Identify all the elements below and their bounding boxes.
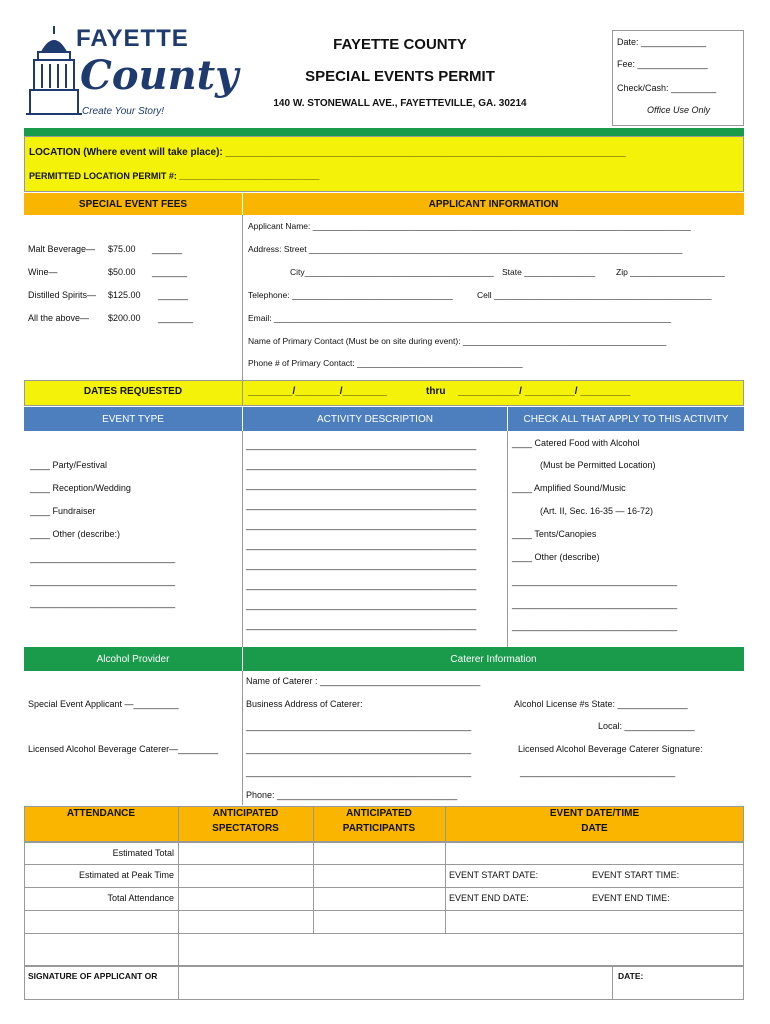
- applicant-header-label: APPLICANT INFORMATION: [428, 199, 559, 210]
- signature-date-field[interactable]: DATE:: [618, 971, 644, 981]
- fayette-county-logo: [24, 22, 239, 122]
- license-local-field[interactable]: Local: ______________: [598, 721, 695, 731]
- fee-all-label: All the above—: [28, 313, 90, 323]
- caterer-signature-field[interactable]: _______________________________: [520, 767, 676, 777]
- office-use-note: Office Use Only: [647, 105, 711, 115]
- check-catered-note: (Must be Permitted Location): [540, 460, 656, 470]
- caterer-address-line-1[interactable]: _____________________________________________: [246, 721, 472, 731]
- check-catered-food[interactable]: ____ Catered Food with Alcohol: [512, 438, 640, 448]
- fee-wine-price: $50.00: [108, 267, 136, 277]
- logo-fayette-text: FAYETTE: [76, 25, 189, 52]
- caterer-address-label: Business Address of Caterer:: [246, 699, 363, 709]
- check-other[interactable]: ____ Other (describe): [512, 552, 600, 562]
- activity-line-8[interactable]: ______________________________________________: [246, 580, 477, 590]
- alcohol-provider-header-label: Alcohol Provider: [96, 654, 170, 665]
- activity-line-1[interactable]: ______________________________________________: [246, 440, 477, 450]
- office-use-box: [612, 30, 744, 126]
- address-state-field[interactable]: State _______________: [502, 267, 596, 277]
- fees-header: [24, 193, 242, 215]
- provider-divider: [242, 671, 243, 805]
- attendance-header: ATTENDANCE: [66, 808, 136, 819]
- caterer-name-field[interactable]: Name of Caterer : ________________________________: [246, 676, 481, 686]
- attendance-col-2-body: [313, 842, 314, 934]
- logo-county-script: County: [80, 52, 239, 99]
- email-field[interactable]: Email: ____________________________________________________________________________________: [248, 313, 672, 323]
- event-type-other[interactable]: ____ Other (describe:): [30, 529, 121, 539]
- attendance-row-line-2: [24, 887, 744, 888]
- provider-applicant-field[interactable]: Special Event Applicant —_________: [28, 699, 179, 709]
- caterer-header-label: Caterer Information: [450, 654, 537, 665]
- attendance-row-line-3: [24, 910, 744, 911]
- office-check-field[interactable]: Check/Cash: _________: [617, 83, 717, 93]
- activity-line-9[interactable]: ______________________________________________: [246, 600, 477, 610]
- dates-divider: [242, 380, 243, 406]
- activity-divider: [507, 431, 508, 647]
- date-start-field[interactable]: ________/________/________: [248, 386, 388, 397]
- check-all-header-label: CHECK ALL THAT APPLY TO THIS ACTIVITY: [523, 414, 729, 425]
- address-city-field[interactable]: City________________________________________: [290, 267, 494, 277]
- caterer-address-line-3[interactable]: _____________________________________________: [246, 767, 472, 777]
- event-datetime-header-2: DATE: [581, 823, 608, 834]
- courthouse-icon: [24, 22, 84, 122]
- event-type-wedding[interactable]: ____ Reception/Wedding: [30, 483, 131, 493]
- check-all-header: [508, 407, 744, 431]
- check-amplified-sound[interactable]: ____ Amplified Sound/Music: [512, 483, 626, 493]
- page-title: FAYETTE COUNTY: [333, 36, 467, 53]
- activity-line-4[interactable]: ______________________________________________: [246, 500, 477, 510]
- attendance-row-line-4: [24, 933, 744, 934]
- attendance-col-2: [313, 806, 314, 842]
- alcohol-provider-header: [24, 647, 242, 671]
- fee-spirits-price: $125.00: [108, 290, 141, 300]
- fee-malt-label: Malt Beverage—: [28, 244, 96, 254]
- signature-label: SIGNATURE OF APPLICANT OR: [28, 971, 158, 981]
- fee-wine-blank[interactable]: _______: [152, 267, 188, 277]
- county-address: 140 W. STONEWALL AVE., FAYETTEVILLE, GA. 30214: [273, 98, 527, 109]
- event-end-date-field[interactable]: EVENT END DATE:: [449, 893, 529, 903]
- date-end-field[interactable]: ___________/ _________/ _________: [458, 386, 631, 397]
- office-fee-field[interactable]: Fee: ______________: [617, 59, 708, 69]
- event-start-date-field[interactable]: EVENT START DATE:: [449, 870, 539, 880]
- primary-phone-field[interactable]: Phone # of Primary Contact: ___________________________________: [248, 358, 523, 368]
- dates-requested-label: DATES REQUESTED: [83, 386, 183, 397]
- address-zip-field[interactable]: Zip ____________________: [616, 267, 725, 277]
- fees-header-label: SPECIAL EVENT FEES: [78, 199, 188, 210]
- check-other-blank-3[interactable]: _________________________________: [512, 621, 678, 631]
- fees-divider: [242, 215, 243, 380]
- attendance-table-body: [24, 842, 744, 966]
- activity-line-2[interactable]: ______________________________________________: [246, 460, 477, 470]
- activity-line-7[interactable]: ______________________________________________: [246, 560, 477, 570]
- license-state-field[interactable]: Alcohol License #s State: ______________: [514, 699, 688, 709]
- fee-wine-label: Wine—: [28, 267, 58, 277]
- applicant-header: [243, 193, 744, 215]
- top-green-strip: [24, 128, 744, 136]
- caterer-header: [243, 647, 744, 671]
- cell-field[interactable]: Cell ______________________________________________: [477, 290, 712, 300]
- participants-header-2: PARTICIPANTS: [342, 823, 416, 834]
- page-subtitle: SPECIAL EVENTS PERMIT: [305, 68, 495, 85]
- activity-line-10[interactable]: ______________________________________________: [246, 620, 477, 630]
- activity-header-label: ACTIVITY DESCRIPTION: [317, 414, 433, 425]
- fee-spirits-label: Distilled Spirits—: [28, 290, 97, 300]
- permitted-location-field[interactable]: PERMITTED LOCATION PERMIT #: ____________________________: [29, 171, 320, 181]
- location-field[interactable]: LOCATION (Where event will take place): ________________________________________________________________________: [29, 147, 626, 158]
- spectators-header-2: SPECTATORS: [212, 823, 279, 834]
- check-tents[interactable]: ____ Tents/Canopies: [512, 529, 597, 539]
- fee-all-price: $200.00: [108, 313, 141, 323]
- event-type-fundraiser[interactable]: ____ Fundraiser: [30, 506, 96, 516]
- event-type-blank-2[interactable]: _____________________________: [30, 576, 176, 586]
- applicant-name-field[interactable]: Applicant Name: ________________________________________________________________________________: [248, 221, 691, 231]
- date-thru-label: thru: [426, 386, 446, 397]
- check-amplified-note: (Art. II, Sec. 16-35 — 16-72): [540, 506, 654, 516]
- event-end-time-field[interactable]: EVENT END TIME:: [592, 893, 670, 903]
- event-type-blank-3[interactable]: _____________________________: [30, 598, 176, 608]
- caterer-phone-field[interactable]: Phone: ____________________________________: [246, 790, 458, 800]
- signature-divider: [612, 966, 613, 1000]
- event-type-divider: [242, 431, 243, 647]
- office-date-field[interactable]: Date: _____________: [617, 37, 707, 47]
- provider-caterer-field[interactable]: Licensed Alcohol Beverage Caterer—________: [28, 744, 219, 754]
- event-start-time-field[interactable]: EVENT START TIME:: [592, 870, 680, 880]
- row-total-attendance: Total Attendance: [107, 893, 174, 903]
- check-other-blank-2[interactable]: _________________________________: [512, 599, 678, 609]
- address-street-field[interactable]: Address: Street _______________________________________________________________________________: [248, 244, 683, 254]
- event-type-header-label: EVENT TYPE: [102, 414, 164, 425]
- spectators-header-1: ANTICIPATED: [212, 808, 279, 819]
- activity-line-5[interactable]: ______________________________________________: [246, 520, 477, 530]
- logo-tagline: Create Your Story!: [82, 106, 165, 117]
- participants-header-1: ANTICIPATED: [346, 808, 412, 819]
- event-datetime-header-1: EVENT DATE/TIME: [549, 808, 640, 819]
- caterer-address-line-2[interactable]: _____________________________________________: [246, 744, 472, 754]
- activity-line-3[interactable]: ______________________________________________: [246, 480, 477, 490]
- event-type-blank-1[interactable]: _____________________________: [30, 553, 176, 563]
- fee-malt-price: $75.00: [108, 244, 136, 254]
- fee-malt-blank[interactable]: ______: [152, 244, 183, 254]
- primary-contact-field[interactable]: Name of Primary Contact (Must be on site during event): ___________________________________________: [248, 336, 667, 346]
- signature-field[interactable]: [179, 967, 611, 999]
- fee-spirits-blank[interactable]: ______: [158, 290, 189, 300]
- event-type-party[interactable]: ____ Party/Festival: [30, 460, 108, 470]
- event-type-header: [24, 407, 242, 431]
- activity-header: [243, 407, 507, 431]
- row-estimated-total: Estimated Total: [112, 848, 174, 858]
- activity-line-6[interactable]: ______________________________________________: [246, 540, 477, 550]
- telephone-field[interactable]: Telephone: __________________________________: [248, 290, 453, 300]
- fee-all-blank[interactable]: _______: [158, 313, 194, 323]
- check-other-blank-1[interactable]: _________________________________: [512, 576, 678, 586]
- row-peak-time: Estimated at Peak Time: [78, 870, 174, 880]
- location-section: [24, 136, 744, 192]
- caterer-signature-label: Licensed Alcohol Beverage Caterer Signature:: [518, 744, 703, 754]
- attendance-row-line-1: [24, 864, 744, 865]
